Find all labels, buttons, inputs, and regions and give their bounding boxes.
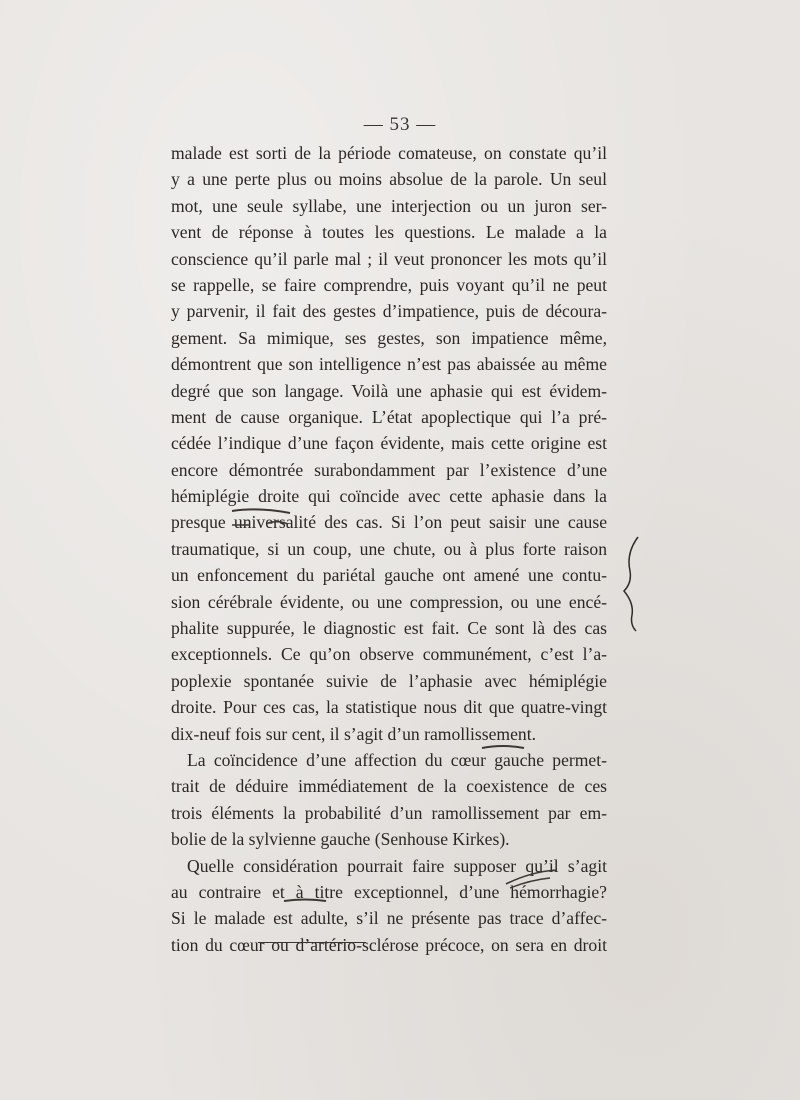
text-line: tion du cœur ou d’artério-sclérose précoce, on sera en droit bbox=[171, 934, 607, 955]
margin-bracket-mark bbox=[618, 533, 648, 633]
text-line: démontrent que son intelligence n’est pas abaissée au même bbox=[171, 354, 607, 375]
text-line: vent de réponse à toutes les questions. Le malade a la bbox=[171, 222, 607, 243]
text-line: trois éléments la probabilité d’un ramollissement par em- bbox=[171, 802, 607, 823]
text-line: La coïncidence d’une affection du cœur gauche permet- bbox=[187, 749, 607, 770]
text-line: presque universalité des cas. Si l’on peut saisir une cause bbox=[171, 512, 607, 533]
text-line: bolie de la sylvienne gauche (Senhouse Kirkes). bbox=[171, 829, 510, 850]
text-line: dix-neuf fois sur cent, il s’agit d’un ramollissement. bbox=[171, 723, 536, 744]
text-line: y parvenir, il fait des gestes d’impatience, puis de découra- bbox=[171, 301, 607, 322]
text-line: un enfoncement du pariétal gauche ont amené une contu- bbox=[171, 565, 607, 586]
text-line: hémiplégie droite qui coïncide avec cette aphasie dans la bbox=[171, 486, 607, 507]
text-line: exceptionnels. Ce qu’on observe communément, c’est l’a- bbox=[171, 644, 607, 665]
text-line: degré que son langage. Voilà une aphasie qui est évidem- bbox=[171, 380, 607, 401]
text-line: conscience qu’il parle mal ; il veut prononcer les mots qu’il bbox=[171, 248, 607, 269]
text-line: y a une perte plus ou moins absolue de la parole. Un seul bbox=[171, 169, 607, 190]
closing-rule bbox=[258, 942, 366, 943]
text-line: se rappelle, se faire comprendre, puis voyant qu’il ne peut bbox=[171, 274, 607, 295]
body-text bbox=[171, 140, 607, 958]
text-line: phalite suppurée, le diagnostic est fait. Ce sont là des cas bbox=[171, 618, 607, 639]
text-line: trait de déduire immédiatement de la coexistence de ces bbox=[171, 776, 607, 797]
text-line: Si le malade est adulte, s’il ne présente pas trace d’affec- bbox=[171, 908, 607, 929]
text-line: au contraire et à titre exceptionnel, d’une hémorrhagie? bbox=[171, 881, 607, 902]
page-number: — 53 — bbox=[363, 114, 437, 135]
text-line: Quelle considération pourrait faire supposer qu’il s’agit bbox=[187, 855, 607, 876]
text-line: poplexie spontanée suivie de l’aphasie avec hémiplégie bbox=[171, 670, 607, 691]
text-line: cédée l’indique d’une façon évidente, mais cette origine est bbox=[171, 433, 607, 454]
text-line: sion cérébrale évidente, ou une compression, ou une encé- bbox=[171, 591, 607, 612]
text-line: mot, une seule syllabe, une interjection ou un juron ser- bbox=[171, 195, 607, 216]
text-line: droite. Pour ces cas, la statistique nous dit que quatre-vingt bbox=[171, 697, 607, 718]
text-line: encore démontrée surabondamment par l’existence d’une bbox=[171, 459, 607, 480]
text-line: traumatique, si un coup, une chute, ou à plus forte raison bbox=[171, 538, 607, 559]
text-line: ment de cause organique. L’état apoplectique qui l’a pré- bbox=[171, 406, 607, 427]
text-line: gement. Sa mimique, ses gestes, son impatience même, bbox=[171, 327, 607, 348]
text-line: malade est sorti de la période comateuse, on constate qu’il bbox=[171, 143, 607, 163]
